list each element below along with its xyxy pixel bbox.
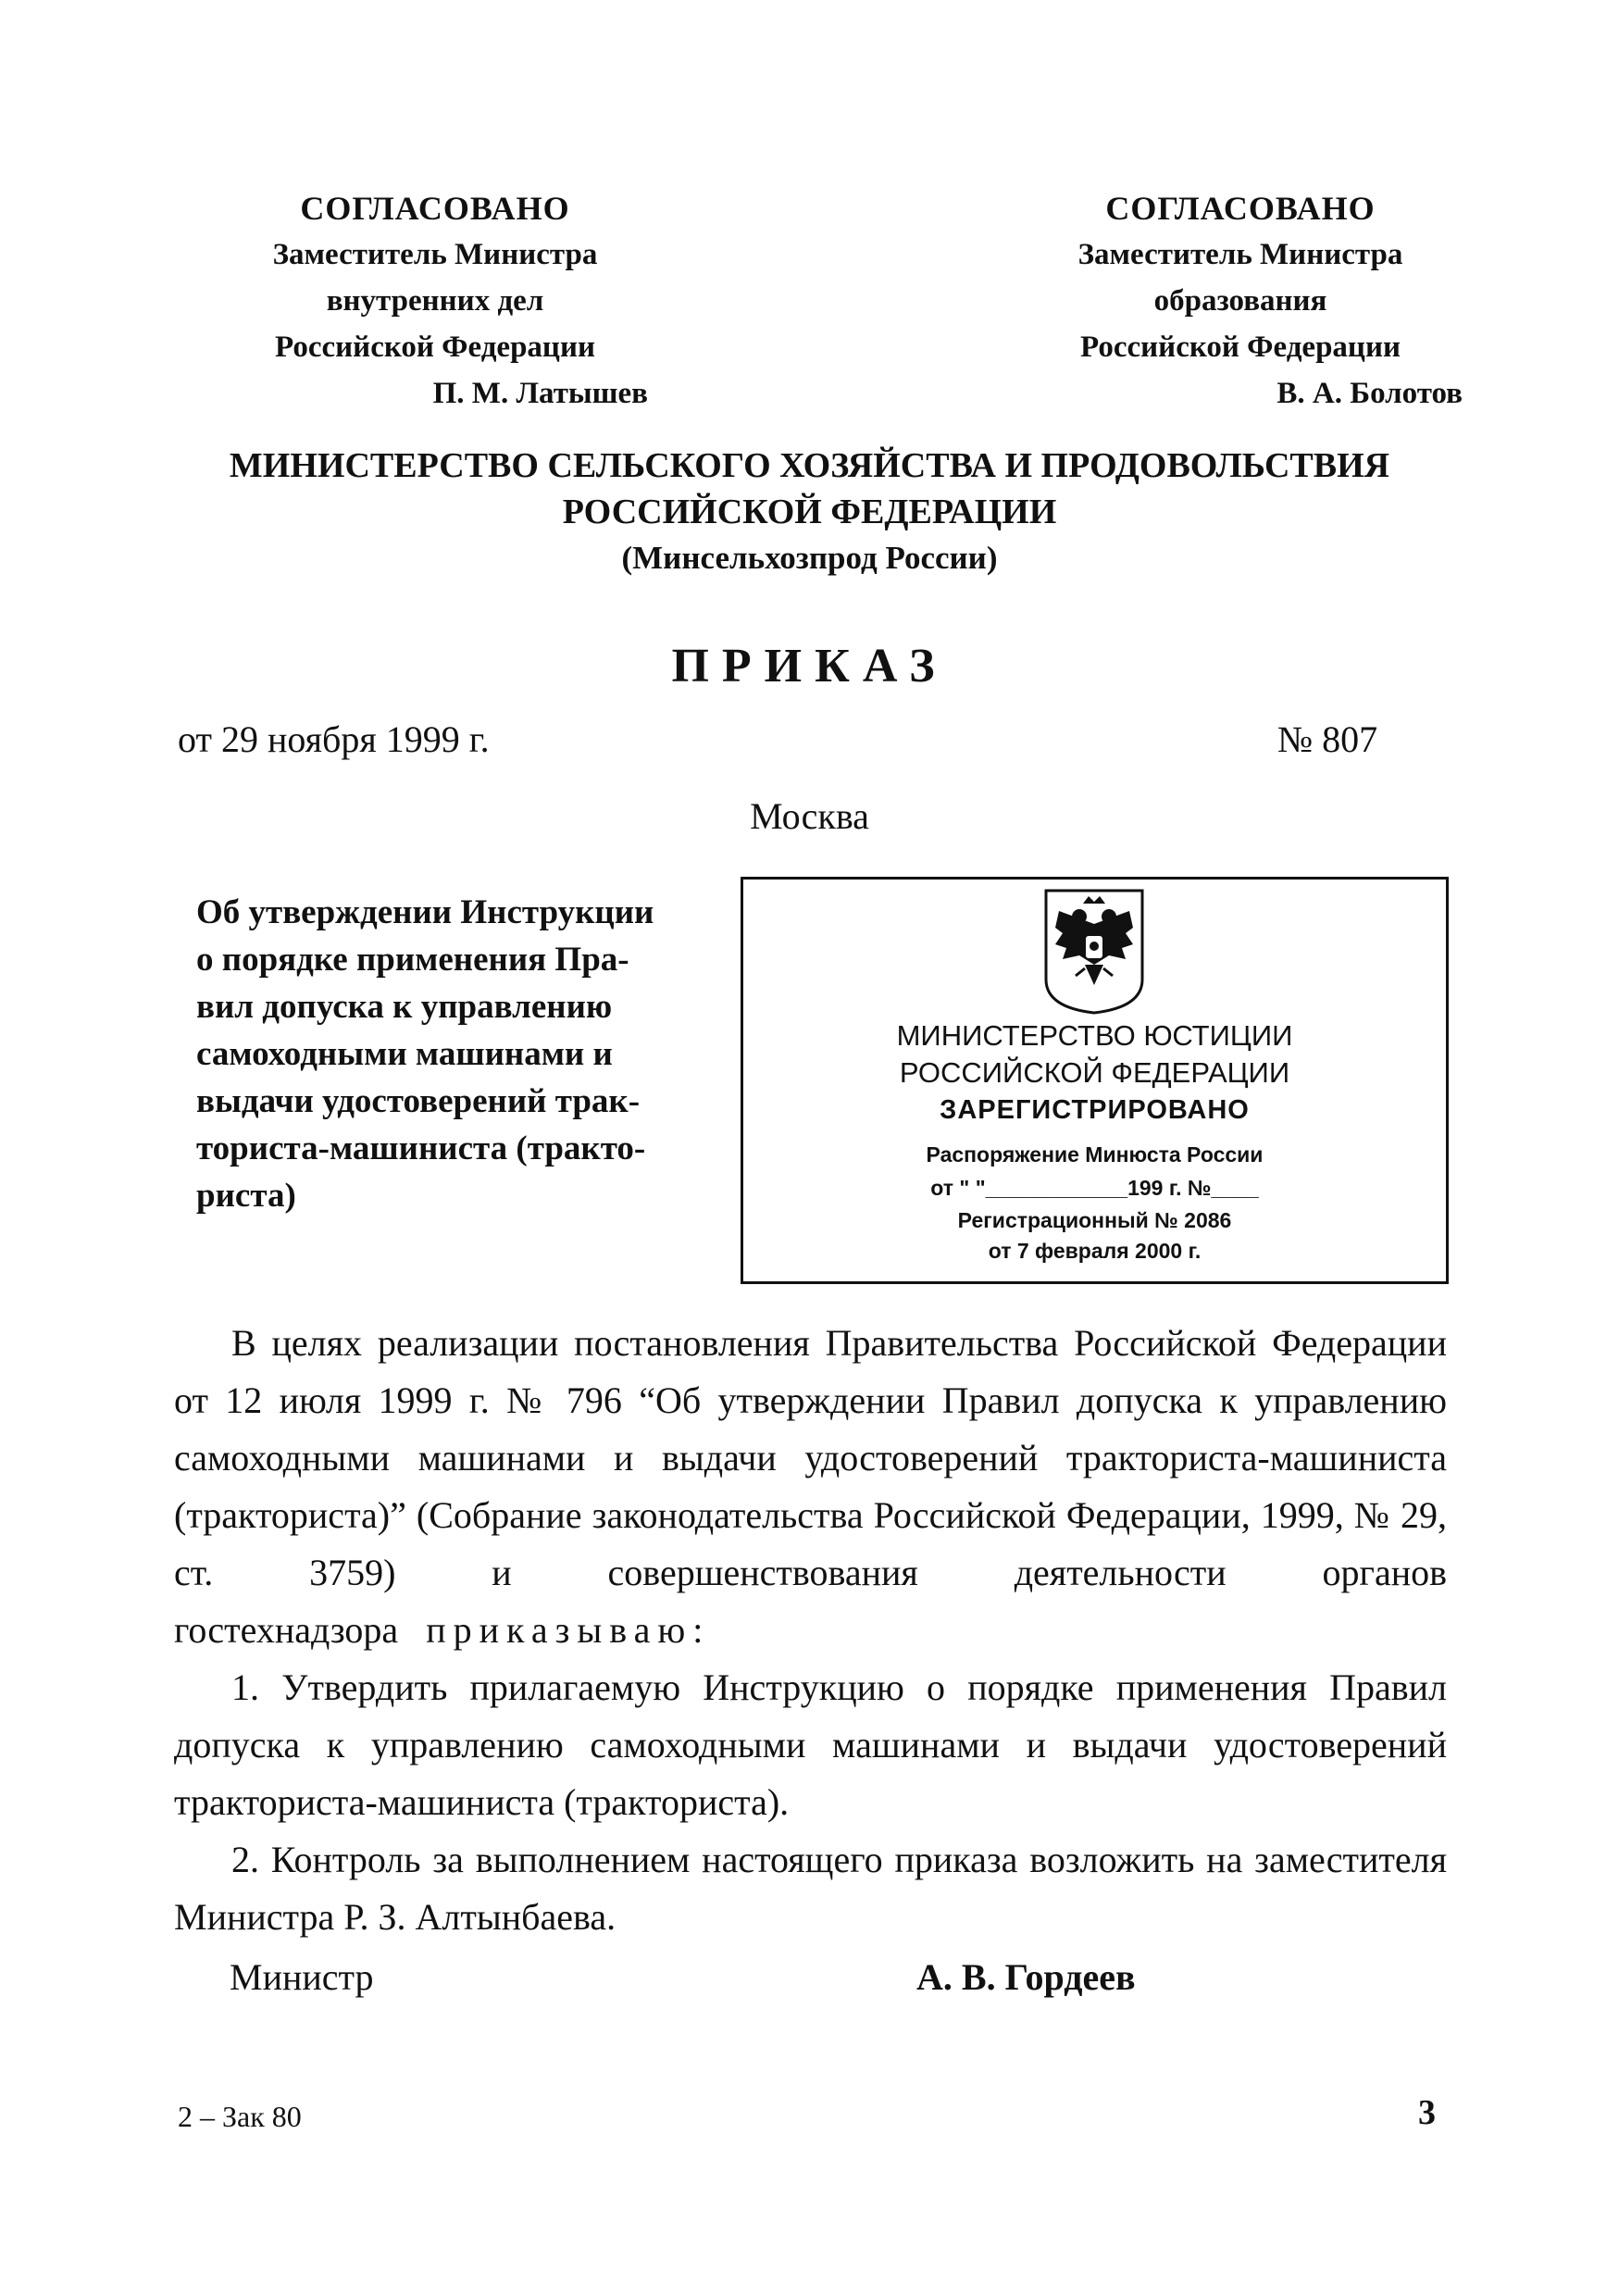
stamp-ministry-line1: МИНИСТЕРСТВО ЮСТИЦИИ: [896, 1019, 1293, 1052]
preamble-text: В целях реализации постановления Правительства Российской Федерации от 12 июля 1999 г. № 796 “Об утверждении Правил допуска к управлению самоходными машинами и выдачи удостоверений тракториста-машиниста (тракториста)” (Собрание законодательства Российской Федерации, 1999, № 29, ст. 3759) и совершенствования деятельности органов гостехнадзора: [174, 1322, 1447, 1651]
ministry-short-name: (Минсельхозпрод России): [621, 540, 998, 576]
subject-line: Об утверждении Инструкции: [196, 893, 654, 931]
stamp-ministry-line2: РОССИЙСКОЙ ФЕДЕРАЦИИ: [899, 1056, 1290, 1089]
approval-signatory: П. М. Латышев: [432, 377, 648, 410]
approval-heading: СОГЛАСОВАНО: [1105, 190, 1376, 227]
stamp-registration-date: от 7 февраля 2000 г.: [988, 1239, 1202, 1263]
order-item-1: 1. Утвердить прилагаемую Инструкцию о порядке применения Правил допуска к управлению самоходными машинами и выдачи удостоверений тракториста-машиниста (тракториста).: [174, 1666, 1447, 1823]
footer-print-code: 2 – Зак 80: [178, 2100, 302, 2133]
preamble-paragraph: [174, 1315, 1447, 1659]
approval-block-left: [222, 185, 648, 417]
ministry-header: [0, 443, 1619, 581]
approval-department: образования: [1153, 284, 1327, 318]
subject-line: вил допуска к управлению: [196, 988, 613, 1026]
approval-position: Заместитель Министра: [1077, 238, 1403, 271]
approval-country: Российской Федерации: [1080, 331, 1401, 364]
ministry-name-line1: МИНИСТЕРСТВО СЕЛЬСКОГО ХОЗЯЙСТВА И ПРОДОВОЛЬСТВИЯ: [229, 446, 1390, 485]
order-subject: [196, 889, 733, 1219]
signer-name: А. В. Гордеев: [916, 1956, 1136, 1998]
subject-line: риста): [196, 1177, 296, 1215]
approval-block-right: [1018, 185, 1463, 417]
subject-line: выдачи удостоверений трак-: [196, 1082, 641, 1120]
approval-country: Российской Федерации: [275, 331, 595, 364]
stamp-registered: ЗАРЕГИСТРИРОВАНО: [940, 1095, 1250, 1125]
subject-line: о порядке применения Пра-: [196, 941, 629, 979]
signer-role: Министр: [230, 1956, 374, 1998]
order-date: от 29 ноября 1999 г.: [178, 718, 490, 760]
approval-signatory: В. А. Болотов: [1277, 377, 1463, 410]
subject-line: ториста-машиниста (тракто-: [196, 1129, 646, 1167]
registration-stamp: [741, 877, 1449, 1284]
ministry-name-line2: РОССИЙСКОЙ ФЕДЕРАЦИИ: [562, 493, 1057, 531]
order-item-2: 2. Контроль за выполнением настоящего приказа возложить на заместителя Министра Р. З. Алтынбаева.: [174, 1839, 1447, 1938]
approval-department: внутренних дел: [326, 284, 544, 318]
approval-heading: СОГЛАСОВАНО: [300, 190, 570, 227]
order-body: [174, 1315, 1447, 1946]
order-city: Москва: [750, 795, 869, 837]
russian-coat-of-arms-icon: [1042, 887, 1146, 1017]
stamp-date-field: от " "____________199 г. №____: [930, 1176, 1259, 1200]
command-word: приказываю:: [426, 1609, 711, 1651]
stamp-registration-number: Регистрационный № 2086: [957, 1208, 1232, 1232]
stamp-order-type: Распоряжение Минюста России: [926, 1142, 1264, 1167]
approval-position: Заместитель Министра: [272, 238, 598, 271]
page-number: 3: [1418, 2093, 1436, 2132]
subject-line: самоходными машинами и: [196, 1035, 613, 1073]
order-number: № 807: [1277, 718, 1378, 760]
order-title: ПРИКАЗ: [671, 640, 948, 693]
